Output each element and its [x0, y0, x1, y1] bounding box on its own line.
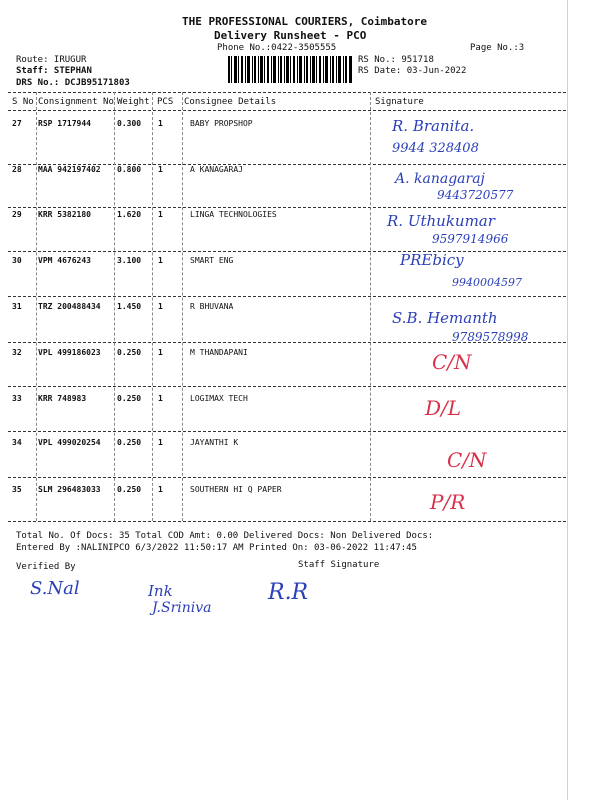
row-divider — [8, 251, 566, 252]
row-consignee: JAYANTHI K — [190, 438, 239, 447]
row-consignee: A KANAGARAJ — [190, 165, 243, 174]
col-sep — [152, 92, 153, 521]
signature-phone: 9597914966 — [432, 232, 509, 246]
row-weight: 0.250 — [117, 348, 142, 357]
verified-label: Verified By — [16, 562, 76, 572]
phone-number: Phone No.:0422-3505555 — [217, 43, 337, 53]
row-consignment: KRR 5382180 — [38, 210, 91, 219]
row-consignment: VPM 4676243 — [38, 256, 91, 265]
row-weight: 0.300 — [117, 119, 142, 128]
row-sno: 35 — [12, 485, 22, 494]
page-edge — [567, 0, 568, 800]
col-sep — [182, 92, 183, 521]
signature-phone: 9944 328408 — [392, 141, 479, 156]
row-consignment: MAA 942197402 — [38, 165, 101, 174]
staff-signature: R.R — [268, 580, 309, 605]
row-divider — [8, 296, 566, 297]
rs-number: RS No.: 951718 — [358, 55, 434, 65]
col-signature: Signature — [375, 97, 424, 107]
row-pcs: 1 — [158, 348, 163, 357]
row-consignment: SLM 296483033 — [38, 485, 101, 494]
row-weight: 1.620 — [117, 210, 142, 219]
row-weight: 0.250 — [117, 394, 142, 403]
row-pcs: 1 — [158, 485, 163, 494]
row-sno: 30 — [12, 256, 22, 265]
col-consignment: Consignment No — [38, 97, 114, 107]
row-weight: 1.450 — [117, 302, 142, 311]
rule-header — [8, 110, 566, 111]
row-divider — [8, 342, 566, 343]
company-name: THE PROFESSIONAL COURIERS, Coimbatore — [182, 15, 428, 28]
ink-signature: Ink — [148, 582, 173, 600]
signature-status: C/N — [447, 448, 487, 472]
name-signature: J.Sriniva — [152, 600, 212, 616]
signature-status: D/L — [425, 396, 462, 420]
row-consignment: TRZ 200488434 — [38, 302, 101, 311]
row-sno: 27 — [12, 119, 22, 128]
signature-name: R. Branita. — [392, 117, 475, 135]
page-number: Page No.:3 — [470, 43, 525, 53]
row-sno: 29 — [12, 210, 22, 219]
totals-line: Total No. Of Docs: 35 Total COD Amt: 0.00 Delivered Docs: Non Delivered Docs: — [16, 531, 434, 541]
row-consignee: LINGA TECHNOLOGIES — [190, 210, 277, 219]
signature-name: PREbicy — [400, 251, 464, 269]
rs-date: RS Date: 03-Jun-2022 — [358, 66, 467, 76]
row-sno: 33 — [12, 394, 22, 403]
col-sep — [114, 92, 115, 521]
signature-name: S.B. Hemanth — [392, 309, 498, 327]
col-sno: S No — [12, 97, 34, 107]
verifier-signature: S.Nal — [30, 578, 80, 599]
row-sno: 32 — [12, 348, 22, 357]
row-weight: 0.250 — [117, 438, 142, 447]
row-consignee: LOGIMAX TECH — [190, 394, 248, 403]
row-sno: 28 — [12, 165, 22, 174]
row-weight: 0.250 — [117, 485, 142, 494]
signature-status: C/N — [432, 350, 472, 374]
row-pcs: 1 — [158, 165, 163, 174]
row-divider — [8, 477, 566, 478]
entered-line: Entered By :NALINIPCO 6/3/2022 11:50:17 AM Printed On: 03-06-2022 11:47:45 — [16, 543, 417, 553]
drs-number: DRS No.: DCJB95171803 — [16, 78, 130, 88]
row-consignee: SOUTHERN HI Q PAPER — [190, 485, 282, 494]
signature-name: R. Uthukumar — [387, 212, 495, 230]
row-divider — [8, 207, 566, 208]
row-consignment: RSP 1717944 — [38, 119, 91, 128]
row-divider — [8, 386, 566, 387]
runsheet-title: Delivery Runsheet - PCO — [214, 29, 367, 42]
signature-name: A. kanagaraj — [395, 171, 485, 187]
row-consignment: VPL 499020254 — [38, 438, 101, 447]
route: Route: IRUGUR — [16, 55, 87, 65]
staff-signature-label: Staff Signature — [298, 560, 380, 570]
row-consignee: M THANDAPANI — [190, 348, 248, 357]
col-weight: Weight — [117, 97, 150, 107]
signature-phone: 9940004597 — [452, 276, 522, 289]
row-pcs: 1 — [158, 394, 163, 403]
staff: Staff: STEPHAN — [16, 66, 92, 76]
signature-status: P/R — [430, 490, 466, 514]
signature-phone: 9443720577 — [437, 188, 514, 202]
row-pcs: 1 — [158, 119, 163, 128]
col-consignee: Consignee Details — [184, 97, 277, 107]
row-sno: 34 — [12, 438, 22, 447]
row-consignment: VPL 499186023 — [38, 348, 101, 357]
row-pcs: 1 — [158, 438, 163, 447]
col-sep — [36, 92, 37, 521]
row-weight: 3.100 — [117, 256, 142, 265]
row-consignment: KRR 748983 — [38, 394, 87, 403]
col-sep — [370, 92, 371, 521]
row-consignee: SMART ENG — [190, 256, 234, 265]
row-sno: 31 — [12, 302, 22, 311]
row-consignee: BABY PROPSHOP — [190, 119, 253, 128]
row-pcs: 1 — [158, 210, 163, 219]
signature-phone: 9789578998 — [452, 330, 529, 344]
barcode — [228, 56, 352, 83]
col-pcs: PCS — [157, 97, 174, 107]
row-weight: 0.800 — [117, 165, 142, 174]
rule-bottom — [8, 521, 566, 522]
row-pcs: 1 — [158, 302, 163, 311]
row-pcs: 1 — [158, 256, 163, 265]
row-divider — [8, 431, 566, 432]
rule-top — [8, 92, 566, 93]
row-consignee: R BHUVANA — [190, 302, 234, 311]
